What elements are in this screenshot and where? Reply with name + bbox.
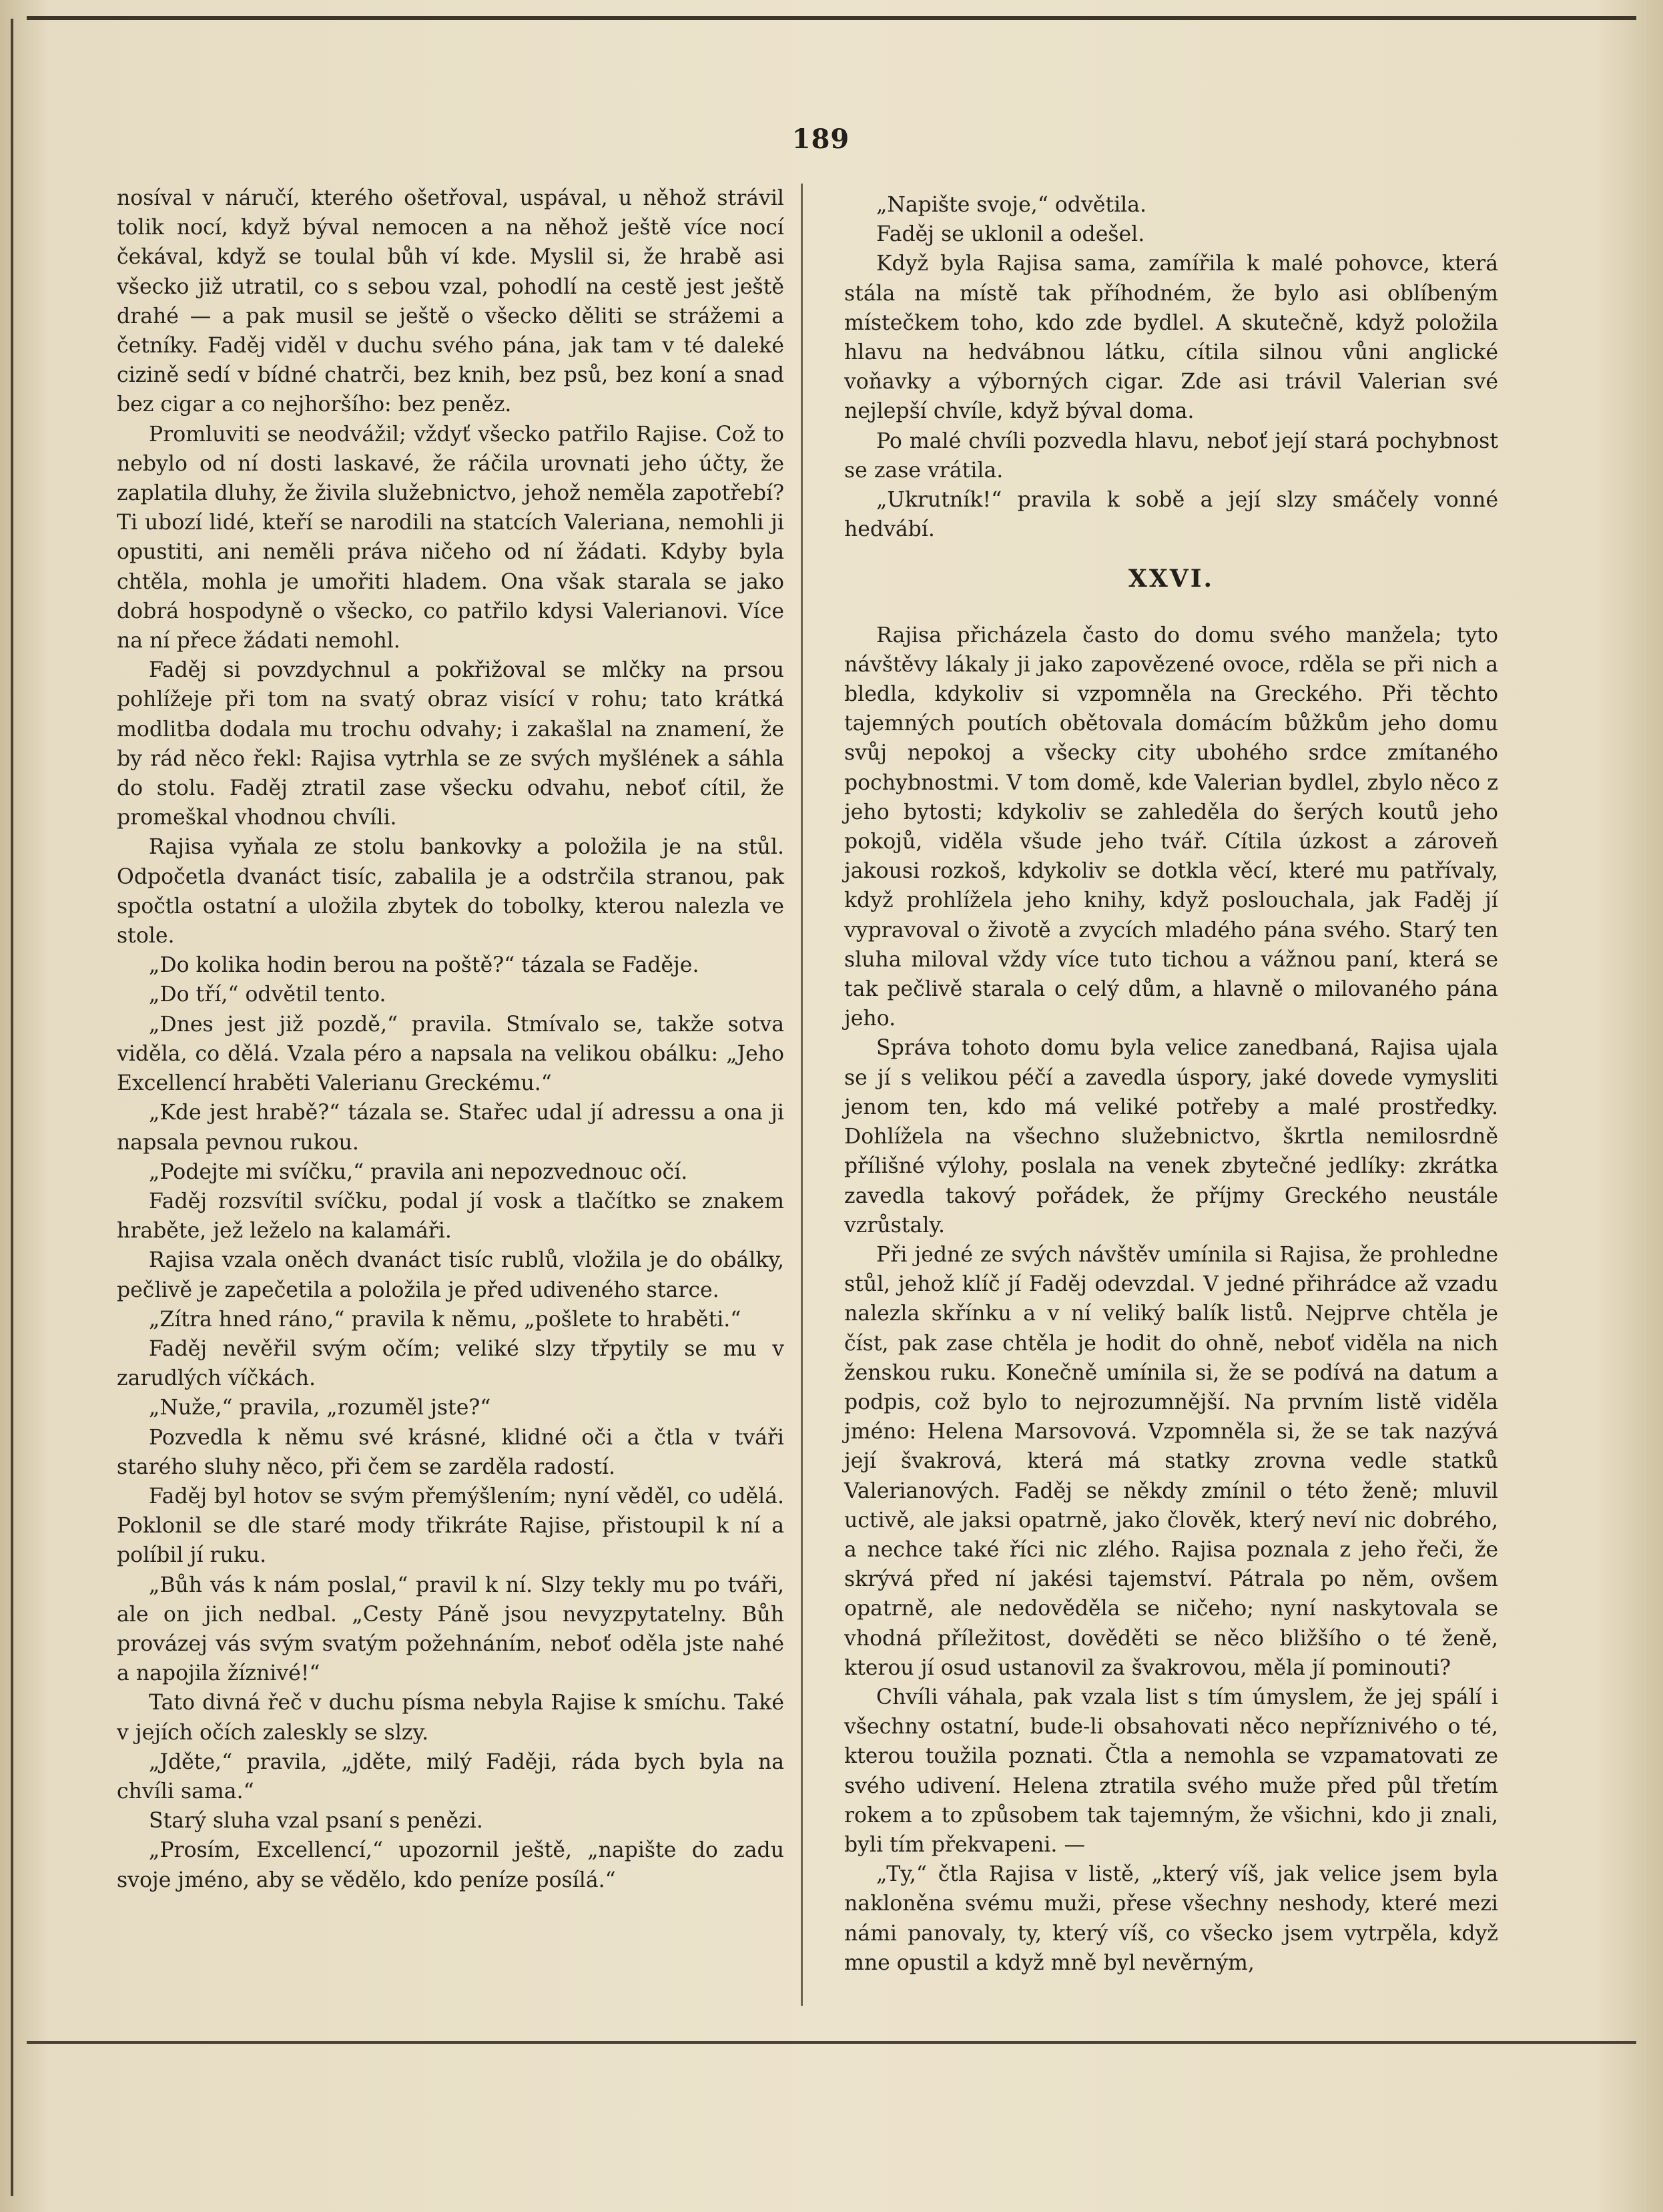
paragraph: Když byla Rajisa sama, zamířila k malé pohovce, která stála na místě tak příhodném, že bylo asi oblíbeným místečkem toho, kdo zde bydlel. A skutečně, když položila hlavu na hedvábnou látku, cítila silnou vůni anglické voňavky a výborných cigar. Zde asi trávil Valerian své nejlepší chvíle, když býval doma.: [844, 252, 1498, 424]
paragraph: Faděj byl hotov se svým přemýšlením; nyní věděl, co udělá. Poklonil se dle staré mody třikráte Rajise, přistoupil k ní a políbil jí ruku.: [117, 1484, 784, 1568]
column-divider: [801, 184, 803, 2006]
paragraph: „Ukrutník!“ pravila k sobě a její slzy smáčely vonné hedvábí.: [844, 488, 1498, 542]
paragraph: Pozvedla k němu své krásné, klidné oči a čtla v tváři starého sluhy něco, při čem se zarděla radostí.: [117, 1425, 784, 1479]
paragraph: „Nuže,“ pravila, „rozuměl jste?“: [149, 1396, 491, 1420]
paragraph: „Kde jest hrabě?“ tázala se. Stařec udal jí adressu a ona ji napsala pevnou rukou.: [117, 1101, 784, 1155]
paragraph: Po malé chvíli pozvedla hlavu, neboť její stará pochybnost se zase vrátila.: [844, 429, 1498, 483]
paragraph: „Zítra hned ráno,“ pravila k němu, „pošlete to hraběti.“: [149, 1307, 741, 1332]
right-text-column: [844, 190, 1498, 1978]
paragraph: Faděj nevěřil svým očím; veliké slzy třpytily se mu v zarudlých víčkách.: [117, 1336, 784, 1391]
paragraph: „Ty,“ čtla Rajisa v listě, „který víš, jak velice jsem byla nakloněna svému muži, přese všechny neshody, které mezi námi panovaly, ty, který víš, co všecko jsem vytrpěla, když mne opustil a když mně byl nevěrným,: [844, 1862, 1498, 1975]
top-border-rule: [27, 16, 1636, 20]
paragraph: Rajisa přicházela často do domu svého manžela; tyto návštěvy lákaly ji jako zapovězené ovoce, rděla se při nich a bledla, kdykoliv si vzpomněla na Greckého. Při těchto tajemných poutích obětovala domácím bůžkům jeho domu svůj nepokoj a všecky city ubohého srdce zmítaného pochybnostmi. V tom domě, kde Valerian bydlel, zbylo něco z jeho bytosti; kdykoliv se zahleděla do šerých koutů jeho pokojů, viděla všude jeho tvář. Cítila úzkost a zároveň jakousi rozkoš, kdykoliv se dotkla věcí, které mu patřívaly, když prohlížela jeho knihy, když poslouchala, jak Faděj jí vypravoval o životě a zvycích mladého pána svého. Starý ten sluha miloval vždy více tuto tichou a vážnou paní, která se tak pečlivě starala o celý dům, a hlavně o milovaného pána jeho.: [844, 623, 1498, 1031]
paragraph: „Do kolika hodin berou na poště?“ tázala se Faděje.: [149, 953, 699, 978]
paragraph: Rajisa vzala oněch dvanáct tisíc rublů, vložila je do obálky, pečlivě je zapečetila a položila je před udiveného starce.: [117, 1248, 784, 1302]
page-number: 189: [791, 123, 850, 155]
chapter-heading: XXVI.: [1128, 565, 1215, 593]
paragraph: „Prosím, Excellencí,“ upozornil ještě, „napište do zadu svoje jméno, aby se vědělo, kdo peníze posílá.“: [117, 1838, 784, 1892]
paragraph: Starý sluha vzal psaní s penězi.: [149, 1809, 483, 1834]
paragraph: nosíval v náručí, kterého ošetřoval, uspával, u něhož strávil tolik nocí, když býval nemocen a na něhož ještě více nocí čekával, když se toulal bůh ví kde. Myslil si, že hrabě asi všecko již utratil, co s sebou vzal, pohodlí na cestě jest ještě drahé — a pak musil se ještě o všecko děliti se strážemi a četníky. Faděj viděl v duchu svého pána, jak tam v té daleké cizině sedí v bídné chatrči, bez knih, bez psů, bez koní a snad bez cigar a co nejhoršího: bez peněz.: [117, 186, 784, 417]
paragraph: Správa tohoto domu byla velice zanedbaná, Rajisa ujala se jí s velikou péčí a zavedla úspory, jaké dovede vymysliti jenom ten, kdo má veliké potřeby a malé prostředky. Dohlížela na všechno služebnictvo, škrtla nemilosrdně přílišné výlohy, poslala na venek zbytečné jedlíky: zkrátka zavedla takový pořádek, že příjmy Greckého neustále vzrůstaly.: [844, 1036, 1498, 1237]
paragraph: „Napište svoje,“ odvětila.: [876, 193, 1147, 217]
paragraph: Chvíli váhala, pak vzala list s tím úmyslem, že jej spálí i všechny ostatní, bude-li obsahovati něco nepříznivého o té, kterou toužila poznati. Čtla a nemohla se vzpamatovati ze svého udivení. Helena ztratila svého muže před půl třetím rokem a to způsobem tak tajemným, že všichni, kdo ji znali, byli tím překvapeni. —: [844, 1685, 1498, 1857]
paragraph: Při jedné ze svých návštěv umínila si Rajisa, že prohledne stůl, jehož klíč jí Faděj odevzdal. V jedné přihrádce až vzadu nalezla skřínku a v ní veliký balík listů. Nejprve chtěla je číst, pak zase chtěla je hodit do ohně, neboť viděla na nich ženskou ruku. Konečně umínila si, že se podívá na datum a podpis, což bylo to nejrozumnější. Na prvním listě viděla jméno: Helena Marsovová. Vzpomněla si, že se tak nazývá její švakrová, která má statky zrovna vedle statků Valerianových. Faděj se někdy zmínil o této ženě; mluvil uctivě, ale jaksi opatrně, jako člověk, který neví nic dobrého, a nechce také říci nic zlého. Rajisa poznala z jeho řeči, že skrývá před ní jakési tajemství. Pátrala po něm, ovšem opatrně, ale nedověděla se ničeho; nyní naskytovala se vhodná příležitost, dověděti se něco bližšího o té ženě, kterou jí osud ustanovil za švakrovou, měla jí pominouti?: [844, 1242, 1498, 1680]
bottom-border-rule: [27, 2041, 1636, 2044]
left-text-column: [117, 184, 784, 1895]
paragraph: „Podejte mi svíčku,“ pravila ani nepozvednouc očí.: [149, 1159, 688, 1184]
paragraph: Faděj se uklonil a odešel.: [876, 222, 1145, 247]
paragraph: „Dnes jest již pozdě,“ pravila. Stmívalo se, takže sotva viděla, co dělá. Vzala péro a napsala na velikou obálku: „Jeho Excellencí hraběti Valerianu Greckému.“: [117, 1012, 784, 1096]
paragraph: „Bůh vás k nám poslal,“ pravil k ní. Slzy tekly mu po tváři, ale on jich nedbal. „Cesty Páně jsou nevyzpytatelny. Bůh provázej vás svým svatým požehnáním, neboť oděla jste nahé a napojila žíznivé!“: [117, 1573, 784, 1686]
paragraph: Tato divná řeč v duchu písma nebyla Rajise k smíchu. Také v jejích očích zaleskly se slzy.: [117, 1691, 784, 1745]
paragraph: „Jděte,“ pravila, „jděte, milý Faději, ráda bych byla na chvíli sama.“: [117, 1749, 784, 1804]
paragraph: „Do tří,“ odvětil tento.: [149, 983, 386, 1007]
left-border-rule: [11, 19, 13, 2196]
paragraph: Faděj si povzdychnul a pokřižoval se mlčky na prsou pohlížeje při tom na svatý obraz visící v rohu; tato krátká modlitba dodala mu trochu odvahy; i zakašlal na znamení, že by rád něco řekl: Rajisa vytrhla se ze svých myšlének a sáhla do stolu. Faděj ztratil zase všecku odvahu, neboť cítil, že promeškal vhodnou chvíli.: [117, 658, 784, 830]
paragraph: Rajisa vyňala ze stolu bankovky a položila je na stůl. Odpočetla dvanáct tisíc, zabalila je a odstrčila stranou, pak spočtla ostatní a uložila zbytek do tobolky, kterou nalezla ve stole.: [117, 835, 784, 948]
paragraph: Promluviti se neodvážil; vždyť všecko patřilo Rajise. Což to nebylo od ní dosti laskavé, že ráčila urovnati jeho účty, že zaplatila dluhy, že živila služebnictvo, jehož neměla zapotřebí? Ti ubozí lidé, kteří se narodili na statcích Valeriana, nemohli ji opustiti, ani neměli práva ničeho od ní žádati. Kdyby byla chtěla, mohla je umořiti hladem. Ona však starala se jako dobrá hospodyně o všecko, co patřilo kdysi Valerianovi. Více na ní přece žádati nemohl.: [117, 422, 784, 653]
paragraph: Faděj rozsvítil svíčku, podal jí vosk a tlačítko se znakem hraběte, jež leželo na kalamáři.: [117, 1189, 784, 1243]
